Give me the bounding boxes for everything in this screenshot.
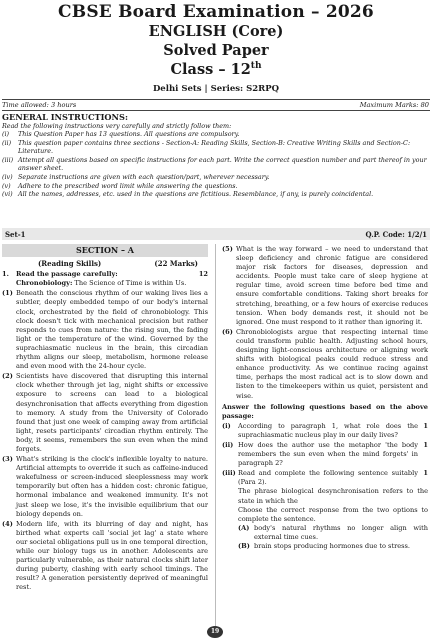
instruction-number: (i) [2, 130, 10, 138]
exam-title: CBSE Board Examination – 2026 [58, 2, 374, 22]
answer-option [222, 524, 428, 542]
paper-title: Solved Paper [163, 42, 269, 59]
paragraph-number: (3) [2, 455, 13, 464]
paragraph-text: Beneath the conscious rhythm of our waking lives lies a subtler, deeply embedded tempo of our body's internal clock, orchestrated by the field of chronobiology. This clock doesn't tick with mechanical precision but rather responds to cues from nature: the rising sun, the fading light or the temperature of the wind. Governed by the suprachiasmatic nucleus in the brain, this circadian rhythm aligns our sleep, metabolism, hormone release and even mood with the 24-hour cycle. [16, 289, 208, 371]
sub-question-number: (ii) [222, 440, 234, 449]
instruction-item [2, 130, 428, 139]
time-allowed: Time allowed: 3 hours [2, 101, 77, 109]
class-title [0, 61, 432, 78]
instructions-list [2, 130, 428, 199]
paragraph [2, 520, 208, 593]
question-marks: 12 [198, 270, 208, 279]
answer-heading: Answer the following questions based on the above passage: [222, 402, 428, 420]
instruction-text: This Question Paper has 13 questions. All questions are compulsory. [18, 130, 240, 138]
left-column [2, 244, 208, 592]
answer-option [222, 542, 428, 551]
instructions-intro: Read the following instructions very carefully and strictly follow them: [2, 122, 232, 130]
right-column [222, 244, 428, 551]
paragraph-text: What is the way forward – we need to understand that sleep deficiency and chronic fatigue are considered major risk factors for diseases, depression and accidents. People must take care of sleep hygiene at regular time, avoid screen time before bed time and ensure comfortable conditions. Taking short breaks for stretching, breathing, or a few hours of exercise reduces tension. When body demands rest, it should not be ignored. One must respond to it rather than ignoring it. [236, 245, 428, 326]
paragraph-text: Chronobiologists argue that respecting internal time could transform public health. Adjusting school hours, designing light-conscious architecture or aligning work shifts with biological peaks could reduce stress and enhance productivity. As we continue racing against time, perhaps the most radical act is to slow down and listen to the timekeepers within us quiet, persistent and wise. [236, 327, 428, 400]
passage-title [2, 279, 208, 288]
paragraph [222, 328, 428, 401]
passage-title-rest: The Science of Time is within Us. [72, 279, 187, 288]
paragraph-text: What's striking is the clock's inflexible loyalty to nature. Artificial attempts to override it such as caffeine-induced wakefulness or screen-induced sleeplessness may work temporarily but often has a hidden cost: chronic fatigue, hormonal imbalance and weakened immunity. It's not just sleep we lose, it's the invisible equilibrium that our biology depends on. [16, 455, 208, 518]
instruction-item [2, 173, 428, 182]
paragraph [2, 372, 208, 454]
instruction-item [2, 156, 428, 173]
paragraph [222, 245, 428, 327]
instruction-number: (iii) [2, 155, 14, 164]
sub-question [222, 441, 428, 468]
section-sub: (Reading Skills) [38, 259, 102, 269]
question-text: Read the passage carefully: [16, 270, 118, 279]
question-header [2, 270, 208, 279]
sub-question-number: (i) [222, 421, 231, 430]
maximum-marks: Maximum Marks: 80 [359, 101, 429, 109]
sub-question-text: Read and complete the following sentence suitably (Para 2). [238, 469, 418, 487]
sub-question-marks: 1 [423, 440, 428, 449]
instruction-text: This question paper contains three sections - Section-A: Reading Skills, Section-B: Creative Writing Skills and Section-C: Literature. [18, 138, 411, 156]
qp-code: Q.P. Code: 1/2/1 [365, 230, 427, 239]
class-label: Class – 12 [170, 61, 251, 78]
option-letter: (A) [238, 523, 250, 532]
section-title: SECTION – A [2, 244, 208, 257]
instruction-number: (v) [2, 181, 11, 190]
instruction-text: Attempt all questions based on specific instructions for each part. Write the correct question number and part thereof in your answer sheet. [18, 155, 427, 173]
completion-sentence: The phrase biological desynchronisation refers to the state in which the [238, 487, 428, 505]
sets-line: Delhi Sets | Series: S2RPQ [152, 84, 280, 94]
passage-title-bold: Chronobiology: [16, 279, 73, 288]
instructions-title: GENERAL INSTRUCTIONS: [2, 112, 128, 122]
section-marks: (22 Marks) [154, 259, 198, 269]
paragraph-number: (2) [2, 372, 13, 381]
column-divider [215, 244, 216, 630]
sub-question [222, 469, 428, 487]
instruction-number: (iv) [2, 172, 13, 181]
paragraph-number: (4) [2, 519, 13, 528]
option-letter: (B) [238, 542, 250, 550]
class-sup: th [250, 61, 262, 72]
page-number: 19 [207, 626, 223, 638]
instruction-item [2, 182, 428, 191]
instruction-number: (vi) [2, 190, 13, 199]
paragraph-number: (5) [222, 245, 233, 253]
paragraph [2, 455, 208, 519]
sub-question [222, 422, 428, 440]
paragraph-number: (6) [222, 327, 233, 336]
divider [2, 110, 430, 111]
sub-question-marks: 1 [423, 421, 428, 430]
sub-question-number: (iii) [222, 469, 236, 478]
paragraph [2, 289, 208, 371]
option-text: body's natural rhythms no longer align with external time cues. [254, 523, 428, 541]
instruction-text: Adhere to the prescribed word limit while answering the questions. [18, 181, 238, 190]
set-label: Set-1 [5, 230, 26, 239]
instruction-text: All the names, addresses, etc. used in the questions are fictitious. Resemblance, if any, is purely coincidental. [18, 190, 374, 199]
paragraph-text: Modern life, with its blurring of day and night, has birthed what experts call 'social jet lag' a state where our societal obligations pull us in one temporal direction, while our biology tugs us in another. Adolescents are particularly vulnerable, as their natural clocks shift later during puberty, clashing with early school timings. The result? A generation persistently deprived of meaningful rest. [16, 519, 208, 592]
question-number: 1. [2, 270, 9, 279]
paragraph-number: (1) [2, 289, 13, 298]
divider [2, 99, 430, 100]
option-text: brain stops producing hormones due to stress. [254, 542, 410, 550]
sub-question-text: According to paragraph 1, what role does the suprachiasmatic nucleus play in our daily lives? [238, 421, 418, 439]
sub-question-text: How does the author use the metaphor 'the body remembers the sun even when the mind forgets' in paragraph 2? [238, 440, 418, 468]
instruction-item [2, 190, 428, 199]
instruction-number: (ii) [2, 138, 12, 147]
sub-question-marks: 1 [423, 469, 428, 478]
section-subheading [2, 259, 208, 268]
instruction-item [2, 139, 428, 156]
subject-title: ENGLISH (Core) [148, 23, 284, 40]
paragraph-text: Scientists have discovered that disrupting this internal clock whether through jet lag, night shifts or excessive exposure to screens can lead to a biological desynchronisation that affects everything from digestion to memory. A study from the University of Colorado found that just one week of camping away from artificial light, resets participants' circadian rhythm entirely. The body, it seems, remembers the sun even when the mind forgets. [16, 372, 208, 453]
completion-instruction: Choose the correct response from the two options to complete the sentence. [238, 505, 428, 523]
instruction-text: Separate instructions are given with each question/part, wherever necessary. [18, 172, 270, 181]
set-bar [2, 228, 430, 240]
